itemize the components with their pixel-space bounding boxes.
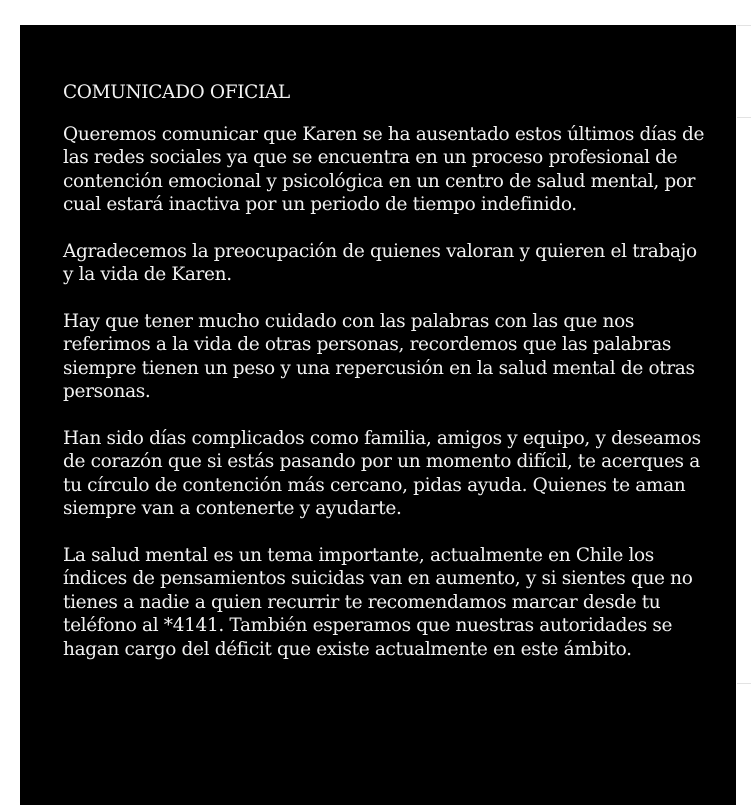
official-statement-image (20, 25, 736, 805)
statement-paragraph: Queremos comunicar que Karen se ha ausentado estos últimos días de las redes sociales ya que se encuentra en un proceso profesional de contención emocional y psicológica en un centro de salud mental, por cual estará inactiva por un periodo de tiempo indefinido. (63, 123, 705, 215)
statement-paragraph: Hay que tener mucho cuidado con las palabras con las que nos referimos a la vida de otras personas, recordemos que las palabras siempre tienen un peso y una repercusión en la salud mental de otras personas. (63, 310, 695, 402)
statement-title: COMUNICADO OFICIAL (63, 82, 290, 103)
edge-divider (737, 117, 751, 118)
statement-paragraph: La salud mental es un tema importante, actualmente en Chile los índices de pensamientos suicidas van en aumento, y si sientes que no tienes a nadie a quien recurrir te recomendamos marcar desde tu teléfono al *4141. También esperamos que nuestras autoridades se hagan cargo del déficit que existe actualmente en este ámbito. (63, 544, 693, 660)
statement-paragraph: Agradecemos la preocupación de quienes valoran y quieren el trabajo y la vida de Karen. (63, 240, 697, 285)
edge-divider (737, 683, 751, 684)
edge-divider (737, 25, 751, 26)
statement-paragraph: Han sido días complicados como familia, amigos y equipo, y deseamos de corazón que si estás pasando por un momento difícil, te acerques a tu círculo de contención más cercano, pidas ayuda. Quienes te aman siempre van a contenerte y ayudarte. (63, 427, 701, 519)
